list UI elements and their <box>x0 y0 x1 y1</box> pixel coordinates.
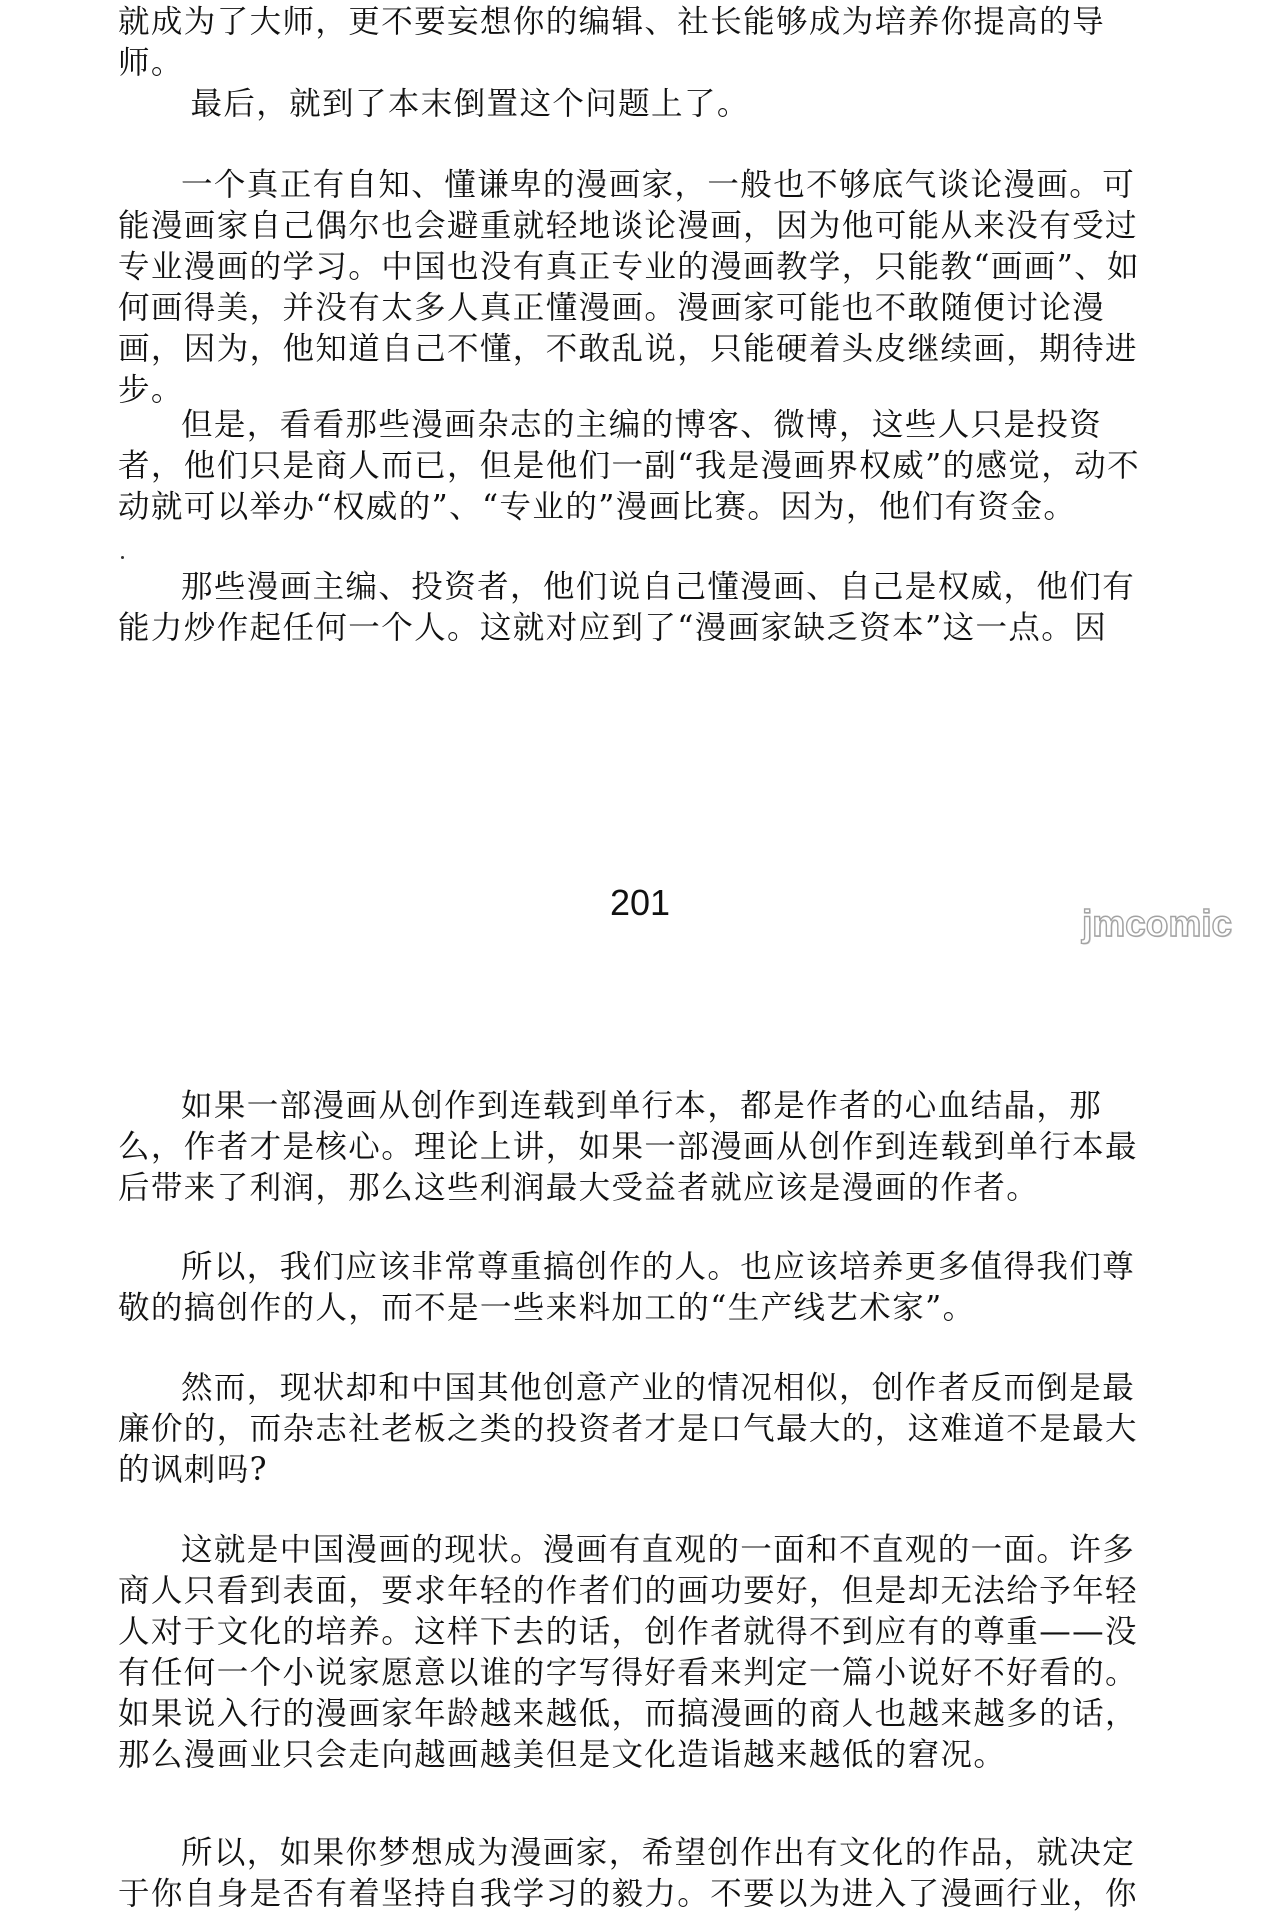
top-page-fragment <box>0 0 1280 700</box>
paragraph-editors-blogs: 但是，看看那些漫画杂志的主编的博客、微博，这些人只是投资者，他们只是商人而已，但是他们一副“我是漫画界权威”的感觉，动不动就可以举办“权威的”、“专业的”漫画比赛。因为，他们有资金。 <box>118 407 1141 525</box>
paragraph-editors-hype: 那些漫画主编、投资者，他们说自己懂漫画、自己是权威，他们有能力炒作起任何一个人。这就对应到了“漫画家缺乏资本”这一点。因 <box>118 569 1136 646</box>
paragraph-respect-creators: 所以，我们应该非常尊重搞创作的人。也应该培养更多值得我们尊敬的搞创作的人，而不是一些来料加工的“生产线艺术家”。 <box>118 1249 1136 1326</box>
paragraph-inversion-intro: 最后，就到了本末倒置这个问题上了。 <box>190 86 750 122</box>
paragraph-self-study: 所以，如果你梦想成为漫画家，希望创作出有文化的作品，就决定于你自身是否有着坚持自我学习的毅力。不要以为进入了漫画行业，你 <box>118 1835 1138 1912</box>
watermark-logo: jmcomic <box>1082 903 1233 944</box>
bottom-page-fragment <box>0 1060 1280 1912</box>
paragraph-current-state: 这就是中国漫画的现状。漫画有直观的一面和不直观的一面。许多商人只看到表面，要求年轻的作者们的画功要好，但是却无法给予年轻人对于文化的培养。这样下去的话，创作者就得不到应有的尊重——没有任何一个小说家愿意以谁的字写得好看来判定一篇小说好不好看的。如果说入行的漫画家年龄越来越低，而搞漫画的商人也越来越多的话，那么漫画业只会走向越画越美但是文化造诣越来越低的窘况。 <box>118 1532 1138 1773</box>
paragraph-irony: 然而，现状却和中国其他创意产业的情况相似，创作者反而倒是最廉价的，而杂志社老板之类的投资者才是口气最大的，这难道不是最大的讽刺吗? <box>118 1370 1138 1488</box>
paragraph-humble-cartoonist: 一个真正有自知、懂谦卑的漫画家，一般也不够底气谈论漫画。可能漫画家自己偶尔也会避重就轻地谈论漫画，因为他可能从来没有受过专业漫画的学习。中国也没有真正专业的漫画教学，只能教“画画”、如何画得美，并没有太多人真正懂漫画。漫画家可能也不敢随便讨论漫画，因为，他知道自己不懂，不敢乱说，只能硬着头皮继续画，期待进步。 <box>118 167 1141 408</box>
stray-dot-mark <box>121 556 124 559</box>
page-number: 201 <box>609 882 671 923</box>
paragraph-author-core: 如果一部漫画从创作到连载到单行本，都是作者的心血结晶，那么，作者才是核心。理论上讲，如果一部漫画从创作到连载到单行本最后带来了利润，那么这些利润最大受益者就应该是漫画的作者。 <box>118 1088 1138 1206</box>
paragraph-continuation: 就成为了大师，更不要妄想你的编辑、社长能够成为培养你提高的导师。 <box>118 4 1106 81</box>
